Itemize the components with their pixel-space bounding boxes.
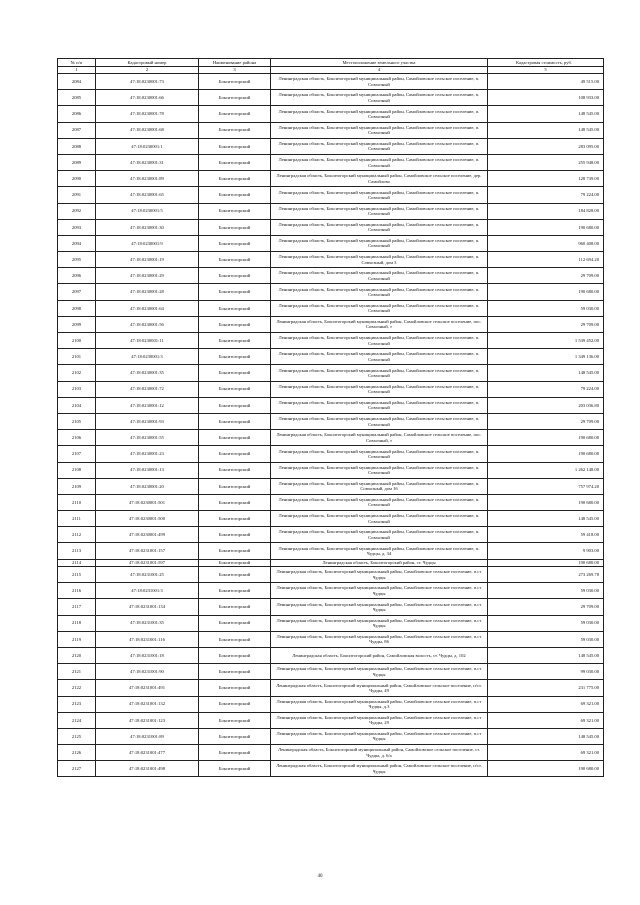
location-address: Ленинградская область, Бокситогорский муниципальный район, Самойловское сельское поселение, п. Совхозный, дом 3 (271, 252, 488, 268)
row-number: 2084 (58, 74, 96, 90)
table-row (58, 381, 604, 397)
cadastral-value: 59 418.00 (488, 527, 604, 543)
cadastral-number: 47:18:0231001:491 (96, 680, 199, 696)
row-number: 2093 (58, 219, 96, 235)
row-number: 2087 (58, 122, 96, 138)
cadastral-number: 47:18:0231001:134 (96, 599, 199, 615)
cadastral-number: 47:18:0231001:89 (96, 728, 199, 744)
row-number: 2098 (58, 300, 96, 316)
location-address: Ленинградская область, Бокситогорский муниципальный район, Самойловское сельское поселение, п. Совхозный (271, 74, 488, 90)
cadastral-value: 190 680.00 (488, 559, 604, 566)
row-number: 2097 (58, 284, 96, 300)
header-cadastral-value: Кадастровая стоимость, руб. (488, 59, 604, 67)
table-row (58, 284, 604, 300)
row-number: 2102 (58, 365, 96, 381)
cadastral-number: 47:18:0230001:5 (96, 203, 199, 219)
district-name: Бокситогорский (199, 349, 271, 365)
row-number: 2096 (58, 268, 96, 284)
table-row (58, 511, 604, 527)
cadastral-value: 99 030.00 (488, 664, 604, 680)
cadastral-value: 184 828.00 (488, 203, 604, 219)
row-number: 2125 (58, 728, 96, 744)
location-address: Ленинградская область, Бокситогорский муниципальный район, Самойловское сельское поселение, п.ст Чудцы (271, 599, 488, 615)
location-address: Ленинградская область, Бокситогорский муниципальный район, Самойловское сельское поселение, п. Совхозный (271, 122, 488, 138)
cadastral-value: 59 030.00 (488, 300, 604, 316)
table-row (58, 761, 604, 777)
cadastral-value: 59 030.00 (488, 631, 604, 647)
row-number: 2117 (58, 599, 96, 615)
table-row (58, 647, 604, 663)
table-row (58, 333, 604, 349)
table-row (58, 696, 604, 712)
cadastral-value: 148 545.00 (488, 511, 604, 527)
cadastral-number: 47:18:0230001:29 (96, 268, 199, 284)
cadastral-value: 29 709.00 (488, 316, 604, 332)
cadastral-number: 47:18:0230001:73 (96, 74, 199, 90)
table-row (58, 567, 604, 583)
row-number: 2124 (58, 712, 96, 728)
cadastral-value: 190 680.00 (488, 430, 604, 446)
cadastral-number: 47:18:0230001:1 (96, 138, 199, 154)
cadastral-number: 47:18:0231001:132 (96, 696, 199, 712)
row-number: 2105 (58, 413, 96, 429)
location-address: Ленинградская область, Бокситогорский муниципальный район, Самойловское сельское поселение, п. Совхозный (271, 268, 488, 284)
table-row (58, 154, 604, 170)
district-name: Бокситогорский (199, 583, 271, 599)
cadastral-value: 128 739.00 (488, 171, 604, 187)
cadastral-number: 47:18:0230001:93 (96, 413, 199, 429)
cadastral-number: 47:18:0230001:56 (96, 316, 199, 332)
location-address: Ленинградская область, Бокситогорский муниципальный район, Самойловское сельское поселение, п.ст Чудцы, д.3 (271, 696, 488, 712)
cadastral-value: 112 694.20 (488, 252, 604, 268)
table-row (58, 446, 604, 462)
location-address: Ленинградская область, Бокситогорский муниципальный район, Самойловское сельское поселение, п.ст Чудцы, 86 (271, 631, 488, 647)
table-row (58, 138, 604, 154)
district-name: Бокситогорский (199, 106, 271, 122)
location-address: Ленинградская область, Бокситогорский муниципальный район, Самойловское сельское поселение, п. Совхозный (271, 219, 488, 235)
cadastral-number: 47:18:0231001:25 (96, 567, 199, 583)
district-name: Бокситогорский (199, 413, 271, 429)
row-number: 2110 (58, 494, 96, 510)
location-address: Ленинградская область, Бокситогорский муниципальный район, Самойловское сельское поселение, пос. Совхозный, т (271, 430, 488, 446)
row-number: 2103 (58, 381, 96, 397)
district-name: Бокситогорский (199, 333, 271, 349)
row-number: 2100 (58, 333, 96, 349)
district-name: Бокситогорский (199, 154, 271, 170)
row-number: 2107 (58, 446, 96, 462)
cadastral-value: 148 545.00 (488, 106, 604, 122)
district-name: Бокситогорский (199, 631, 271, 647)
district-name: Бокситогорский (199, 365, 271, 381)
location-address: Ленинградская область, Бокситогорский муниципальный район, Самойловское сельское поселение, п. Совхозный (271, 333, 488, 349)
location-address: Ленинградская область, Бокситогорский муниципальный район, Самойловское сельское поселение, п. Совхозный (271, 106, 488, 122)
row-number: 2086 (58, 106, 96, 122)
district-name: Бокситогорский (199, 559, 271, 566)
cadastral-number: 47:18:0231001:157 (96, 543, 199, 559)
location-address: Ленинградская область, Бокситогорский муниципальный район, Самойловское сельское поселение, п/ст. Чудцы, 49 (271, 680, 488, 696)
cadastral-value: 49 515.00 (488, 74, 604, 90)
district-name: Бокситогорский (199, 74, 271, 90)
district-name: Бокситогорский (199, 122, 271, 138)
header-number: № п/п (58, 59, 96, 67)
cadastral-number: 47:18:0230001:31 (96, 154, 199, 170)
cadastral-value: 1 262 148.00 (488, 462, 604, 478)
district-name: Бокситогорский (199, 138, 271, 154)
cadastral-number: 47:18:0231001:18 (96, 647, 199, 663)
table-row (58, 478, 604, 494)
location-address: Ленинградская область, Бокситогорский муниципальный район, Самойловское сельское поселение, п.ст Чудцы (271, 567, 488, 583)
column-number: 3 (199, 67, 271, 74)
cadastral-value: 69 321.00 (488, 745, 604, 761)
cadastral-number: 47:18:0231001:597 (96, 559, 199, 566)
cadastral-number: 47:18:0230001:501 (96, 494, 199, 510)
cadastral-number: 47:18:0230001:30 (96, 219, 199, 235)
district-name: Бокситогорский (199, 219, 271, 235)
cadastral-value: 190 680.00 (488, 446, 604, 462)
cadastral-number: 47:18:0230001:55 (96, 430, 199, 446)
row-number: 2127 (58, 761, 96, 777)
table-row (58, 187, 604, 203)
table-row (58, 712, 604, 728)
cadastral-number: 47:18:0230001:3 (96, 349, 199, 365)
table-row (58, 349, 604, 365)
row-number: 2091 (58, 187, 96, 203)
table-row (58, 106, 604, 122)
location-address: Ленинградская область, Бокситогорский район, Самойловская волость, ст. Чудцы, д. 102 (271, 647, 488, 663)
cadastral-value: 1 349 136.00 (488, 349, 604, 365)
district-name: Бокситогорский (199, 680, 271, 696)
table-row (58, 462, 604, 478)
district-name: Бокситогорский (199, 511, 271, 527)
table-row (58, 559, 604, 566)
location-address: Ленинградская область, Бокситогорский муниципальный район, Самойловское сельское поселение, п. Совхозный (271, 187, 488, 203)
header-location: Местоположение земельного участка (271, 59, 488, 67)
cadastral-value: 203 036.80 (488, 397, 604, 413)
district-name: Бокситогорский (199, 615, 271, 631)
table-row (58, 171, 604, 187)
row-number: 2123 (58, 696, 96, 712)
district-name: Бокситогорский (199, 567, 271, 583)
header-cadastral-number: Кадастровый номер (96, 59, 199, 67)
location-address: Ленинградская область, Бокситогорский муниципальный район, Самойловское сельское поселение, п. Совхозный (271, 90, 488, 106)
cadastral-value: 148 545.00 (488, 647, 604, 663)
location-address: Ленинградская область, Бокситогорский муниципальный район, Самойловское сельское поселение, п.ст Чудцы, 29 (271, 712, 488, 728)
district-name: Бокситогорский (199, 316, 271, 332)
table-row (58, 252, 604, 268)
table-row (58, 494, 604, 510)
row-number: 2113 (58, 543, 96, 559)
district-name: Бокситогорский (199, 430, 271, 446)
cadastral-number: 47:18:0231001:477 (96, 745, 199, 761)
table-row (58, 268, 604, 284)
row-number: 2092 (58, 203, 96, 219)
cadastral-value: 148 545.00 (488, 122, 604, 138)
cadastral-number: 47:18:0230001:499 (96, 527, 199, 543)
cadastral-number: 47:18:0230001:72 (96, 381, 199, 397)
cadastral-value: 69 321.00 (488, 712, 604, 728)
district-name: Бокситогорский (199, 745, 271, 761)
row-number: 2106 (58, 430, 96, 446)
table-row (58, 365, 604, 381)
row-number: 2090 (58, 171, 96, 187)
table-row (58, 430, 604, 446)
location-address: Ленинградская область, Бокситогорский муниципальный район, Самойловское сельское поселение, пос. Совхозный, т (271, 316, 488, 332)
row-number: 2116 (58, 583, 96, 599)
cadastral-number: 47:18:0230001:28 (96, 284, 199, 300)
location-address: Ленинградская область, Бокситогорский муниципальный район, Самойловское сельское поселение, п. Совхозный (271, 397, 488, 413)
cadastral-number: 47:18:0230001:64 (96, 300, 199, 316)
table-row (58, 615, 604, 631)
cadastral-value: 190 680.00 (488, 494, 604, 510)
location-address: Ленинградская область, Бокситогорский муниципальный район, Самойловское сельское поселение, дер. Самойлово (271, 171, 488, 187)
row-number: 2085 (58, 90, 96, 106)
cadastral-value: 283 095.00 (488, 138, 604, 154)
cadastral-value: 255 948.00 (488, 154, 604, 170)
row-number: 2104 (58, 397, 96, 413)
district-name: Бокситогорский (199, 647, 271, 663)
column-number: 2 (96, 67, 199, 74)
cadastral-number: 47:18:0231001:116 (96, 631, 199, 647)
table-row (58, 680, 604, 696)
district-name: Бокситогорский (199, 90, 271, 106)
page-number: 40 (317, 874, 323, 879)
cadastral-number: 47:18:0231001:35 (96, 615, 199, 631)
row-number: 2122 (58, 680, 96, 696)
location-address: Ленинградская область, Бокситогорский муниципальный район, Самойловское сельское поселение, п. Совхозный (271, 203, 488, 219)
cadastral-number: 47:18:0231001:498 (96, 761, 199, 777)
district-name: Бокситогорский (199, 300, 271, 316)
location-address: Ленинградская область, Бокситогорский муниципальный район, Самойловское сельское поселение, п.ст Чудцы (271, 664, 488, 680)
district-name: Бокситогорский (199, 235, 271, 251)
table-row (58, 664, 604, 680)
location-address: Ленинградская область, Бокситогорский муниципальный район, Самойловское сельское поселение, п. Совхозный (271, 381, 488, 397)
table-row (58, 90, 604, 106)
row-number: 2112 (58, 527, 96, 543)
cadastral-value: 59 030.00 (488, 583, 604, 599)
row-number: 2119 (58, 631, 96, 647)
cadastral-value: 79 224.00 (488, 187, 604, 203)
row-number: 2094 (58, 235, 96, 251)
location-address: Ленинградская область, Бокситогорский муниципальный район, Самойловское сельское поселение, п. Совхозный (271, 446, 488, 462)
column-number: 5 (488, 67, 604, 74)
location-address: Ленинградская область, Бокситогорский муниципальный район, Самойловское сельское поселение, п. Совхозный (271, 284, 488, 300)
table-row (58, 300, 604, 316)
cadastral-number: 47:18:0230001:12 (96, 397, 199, 413)
location-address: Ленинградская область, Бокситогорский муниципальный район, Самойловское сельское поселение, п. Совхозный (271, 494, 488, 510)
cadastral-value: 148 545.00 (488, 728, 604, 744)
location-address: Ленинградская область, Бокситогорский муниципальный район, Самойловское сельское поселение, п.ст Чудцы (271, 583, 488, 599)
cadastral-value: 190 680.00 (488, 284, 604, 300)
cadastral-value: 29 709.00 (488, 599, 604, 615)
table-row (58, 122, 604, 138)
cadastral-number: 47:18:0231001:3 (96, 583, 199, 599)
table-row (58, 543, 604, 559)
cadastral-number: 47:18:0230001:23 (96, 446, 199, 462)
column-number: 1 (58, 67, 96, 74)
location-address: Ленинградская область, Бокситогорский муниципальный район, Самойловское сельское поселение, п. Совхозный (271, 138, 488, 154)
district-name: Бокситогорский (199, 187, 271, 203)
row-number: 2089 (58, 154, 96, 170)
table-row (58, 631, 604, 647)
district-name: Бокситогорский (199, 462, 271, 478)
district-name: Бокситогорский (199, 761, 271, 777)
cadastral-value: 29 709.00 (488, 413, 604, 429)
cadastral-number: 47:18:0230001:20 (96, 478, 199, 494)
location-address: Ленинградская область, Бокситогорский муниципальный район, Самойловское сельское поселение, п. Совхозный (271, 154, 488, 170)
district-name: Бокситогорский (199, 696, 271, 712)
table-row (58, 397, 604, 413)
table-row (58, 219, 604, 235)
cadastral-value: 960 408.00 (488, 235, 604, 251)
cadastral-number: 47:18:0230001:35 (96, 365, 199, 381)
cadastral-number: 47:18:0230001:68 (96, 122, 199, 138)
cadastral-number: 47:18:0230001:11 (96, 333, 199, 349)
table-row (58, 203, 604, 219)
row-number: 2095 (58, 252, 96, 268)
cadastral-value: 1 539 452.00 (488, 333, 604, 349)
location-address: Ленинградская область, Бокситогорский муниципальный район, Самойловское сельское поселение, п.ст Чудцы (271, 615, 488, 631)
location-address: Ленинградская область, Бокситогорский муниципальный район, Самойловское сельское поселение, п. Совхозный (271, 413, 488, 429)
cadastral-number: 47:18:0231001:90 (96, 664, 199, 680)
location-address: Ленинградская область, Бокситогорский муниципальный район, Самойловское сельское поселение, ст. Чудцы, д. 6/а (271, 745, 488, 761)
district-name: Бокситогорский (199, 203, 271, 219)
cadastral-value: 190 680.00 (488, 761, 604, 777)
district-name: Бокситогорский (199, 664, 271, 680)
location-address: Ленинградская область, Бокситогорский муниципальный район, Самойловское сельское поселение, п. Совхозный (271, 365, 488, 381)
row-number: 2118 (58, 615, 96, 631)
cadastral-table (57, 58, 604, 777)
location-address: Ленинградская область, Бокситогорский район, ст. Чудцы (271, 559, 488, 566)
location-address: Ленинградская область, Бокситогорский муниципальный район, Самойловское сельское поселение, п. Совхозный (271, 235, 488, 251)
cadastral-number: 47:18:0230001:89 (96, 171, 199, 187)
district-name: Бокситогорский (199, 478, 271, 494)
district-name: Бокситогорский (199, 712, 271, 728)
district-name: Бокситогорский (199, 381, 271, 397)
column-numbers-row (58, 67, 604, 74)
cadastral-number: 47:18:0230001:500 (96, 511, 199, 527)
row-number: 2114 (58, 559, 96, 566)
cadastral-number: 47:18:0230001:19 (96, 252, 199, 268)
cadastral-number: 47:18:0231001:123 (96, 712, 199, 728)
district-name: Бокситогорский (199, 171, 271, 187)
location-address: Ленинградская область, Бокситогорский муниципальный район, Самойловское сельское поселение, п. Совхозный, дом 16 (271, 478, 488, 494)
row-number: 2101 (58, 349, 96, 365)
cadastral-value: 231 775.00 (488, 680, 604, 696)
location-address: Ленинградская область, Бокситогорский муниципальный район, Самойловское сельское поселение, п.ст Чудцы (271, 728, 488, 744)
location-address: Ленинградская область, Бокситогорский муниципальный район, Самойловское сельское поселение, п. Совхозный (271, 511, 488, 527)
row-number: 2121 (58, 664, 96, 680)
cadastral-value: 757 974.20 (488, 478, 604, 494)
location-address: Ленинградская область, Бокситогорский муниципальный район, Самойловское сельское поселение, п. Совхозный (271, 300, 488, 316)
cadastral-number: 47:18:0230001:65 (96, 187, 199, 203)
district-name: Бокситогорский (199, 543, 271, 559)
cadastral-number: 47:18:0230001:9 (96, 235, 199, 251)
row-number: 2109 (58, 478, 96, 494)
table-row (58, 599, 604, 615)
district-name: Бокситогорский (199, 599, 271, 615)
row-number: 2099 (58, 316, 96, 332)
cadastral-value: 148 545.00 (488, 365, 604, 381)
district-name: Бокситогорский (199, 284, 271, 300)
row-number: 2115 (58, 567, 96, 583)
cadastral-value: 79 224.00 (488, 381, 604, 397)
cadastral-number: 47:18:0230001:78 (96, 106, 199, 122)
row-number: 2088 (58, 138, 96, 154)
row-number: 2111 (58, 511, 96, 527)
column-number: 4 (271, 67, 488, 74)
cadastral-value: 59 030.00 (488, 615, 604, 631)
district-name: Бокситогорский (199, 527, 271, 543)
table-row (58, 413, 604, 429)
table-row (58, 583, 604, 599)
table-row (58, 235, 604, 251)
district-name: Бокситогорский (199, 252, 271, 268)
table-header-row (58, 59, 604, 67)
district-name: Бокситогорский (199, 268, 271, 284)
cadastral-value: 108 933.00 (488, 90, 604, 106)
district-name: Бокситогорский (199, 728, 271, 744)
district-name: Бокситогорский (199, 397, 271, 413)
table-row (58, 316, 604, 332)
table-row (58, 728, 604, 744)
table-row (58, 74, 604, 90)
table-row (58, 745, 604, 761)
table-row (58, 527, 604, 543)
cadastral-value: 9 903.00 (488, 543, 604, 559)
row-number: 2108 (58, 462, 96, 478)
cadastral-value: 69 321.00 (488, 696, 604, 712)
row-number: 2126 (58, 745, 96, 761)
cadastral-number: 47:18:0230001:66 (96, 90, 199, 106)
location-address: Ленинградская область, Бокситогорский муниципальный район, Самойловское сельское поселение, п/ст. Чудцы (271, 761, 488, 777)
location-address: Ленинградская область, Бокситогорский муниципальный район, Самойловское сельское поселение, п. Чудцы, д. 34 (271, 543, 488, 559)
row-number: 2120 (58, 647, 96, 663)
cadastral-number: 47:18:0230001:13 (96, 462, 199, 478)
district-name: Бокситогорский (199, 494, 271, 510)
header-district: Наименование района (199, 59, 271, 67)
location-address: Ленинградская область, Бокситогорский муниципальный район, Самойловское сельское поселение, п. Совхозный (271, 349, 488, 365)
district-name: Бокситогорский (199, 446, 271, 462)
cadastral-value: 29 709.00 (488, 268, 604, 284)
cadastral-value: 190 680.00 (488, 219, 604, 235)
cadastral-value: 273 269.78 (488, 567, 604, 583)
location-address: Ленинградская область, Бокситогорский муниципальный район, Самойловское сельское поселение, п. Совхозный (271, 527, 488, 543)
location-address: Ленинградская область, Бокситогорский муниципальный район, Самойловское сельское поселение, п. Совхозный (271, 462, 488, 478)
